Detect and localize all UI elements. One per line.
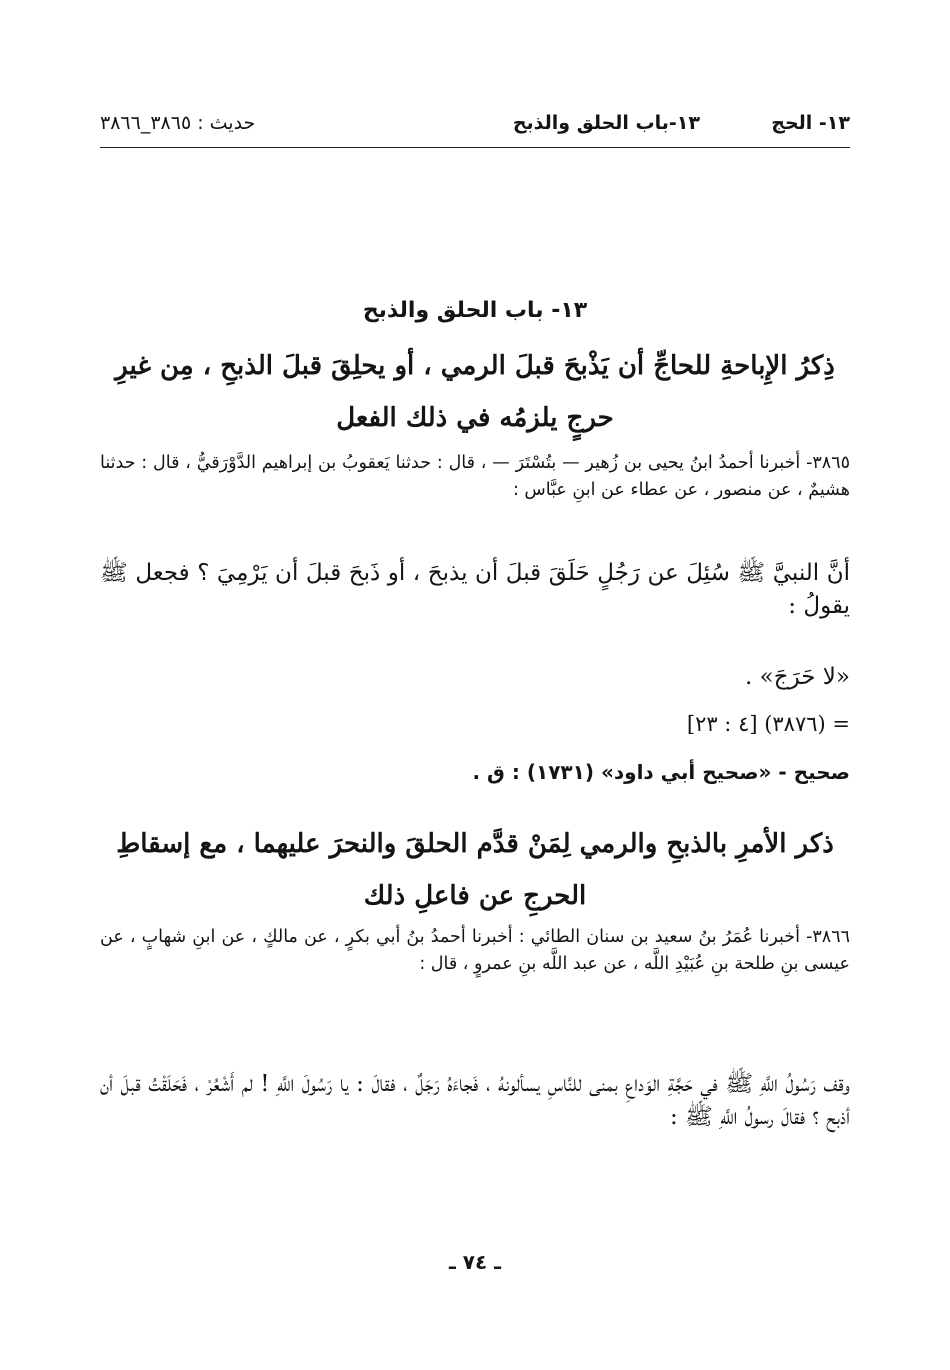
section-heading-1: ذِكرُ الإِباحةِ للحاجِّ أن يَذْبحَ قبلَ الرمي ، أو يحلِقَ قبلَ الذبحِ ، مِن غيرِ حرجٍ يلزمُه في ذلك الفعل	[115, 351, 835, 433]
header-book-title: ١٣- الحج	[771, 112, 850, 134]
hadith-3865-grade: صحيح - «صحيح أبي داود» (١٧٣١) : ق .	[472, 760, 850, 784]
page-number: ـ ٧٤ ـ	[448, 1250, 502, 1274]
hadith-3865-text: أنَّ النبيَّ ﷺ سُئِلَ عن رَجُلٍ حَلَقَ قبلَ أن يذبحَ ، أو ذَبحَ قبلَ أن يَرْمِيَ ؟ فجعل ﷺ يقولُ :	[100, 560, 850, 619]
hadith-3865-reference: = (٣٨٧٦) [٤ : ٢٣]	[686, 712, 850, 736]
hadith-3866-isnad: ٣٨٦٦- أخبرنا عُمَرُ بنُ سعيد بن سنان الطائي : أخبرنا أحمدُ بنُ أبي بكرٍ ، عن مالكٍ ، عن ابنِ شهابٍ ، عن عيسى بنِ طلحة بنِ عُبَيْدِ اللَّه ، عن عبد اللَّه بنِ عمروٍ ، قال :	[100, 927, 850, 974]
running-header	[100, 112, 850, 142]
hadith-3865-isnad: ٣٨٦٥- أخبرنا أحمدُ ابنُ يحيى بن زُهير — بتُسْتَرَ — ، قال : حدثنا يَعقوبُ بن إبراهيم الدَّوْرَقيُّ ، قال : حدثنا هشيمٌ ، عن منصور ، عن عطاء عن ابنِ عبَّاس :	[100, 453, 850, 500]
header-chapter-title: ١٣-باب الحلق والذبح	[512, 112, 700, 134]
chapter-title: ١٣- باب الحلق والذبح	[362, 298, 588, 323]
section-heading-2: ذكر الأمرِ بالذبحِ والرمي لِمَنْ قدَّم الحلقَ والنحرَ عليهما ، مع إسقاطِ الحرجِ عن فاعلِ ذلك	[116, 829, 834, 911]
hadith-3865-answer: «لا حَرَجَ» .	[745, 664, 850, 690]
hadith-3866-text: وقف رَسُولُ اللَّهِ ﷺ في حَجَّةِ الوَداعِ بمنى للنَّاسِ يسألونهُ ، فَجاءَهُ رَجَلٌ ، فقالَ : يا رَسُولَ اللَّهِ ! لم أَشْعُرْ ، فَحَلَقْتُ قبلَ أن أذبح ؟ فقالَ رسولُ اللَّهِ ﷺ :	[100, 1071, 850, 1130]
header-hadith-range: حديث : ٣٨٦٥_٣٨٦٦	[100, 112, 256, 134]
header-divider	[100, 147, 850, 148]
